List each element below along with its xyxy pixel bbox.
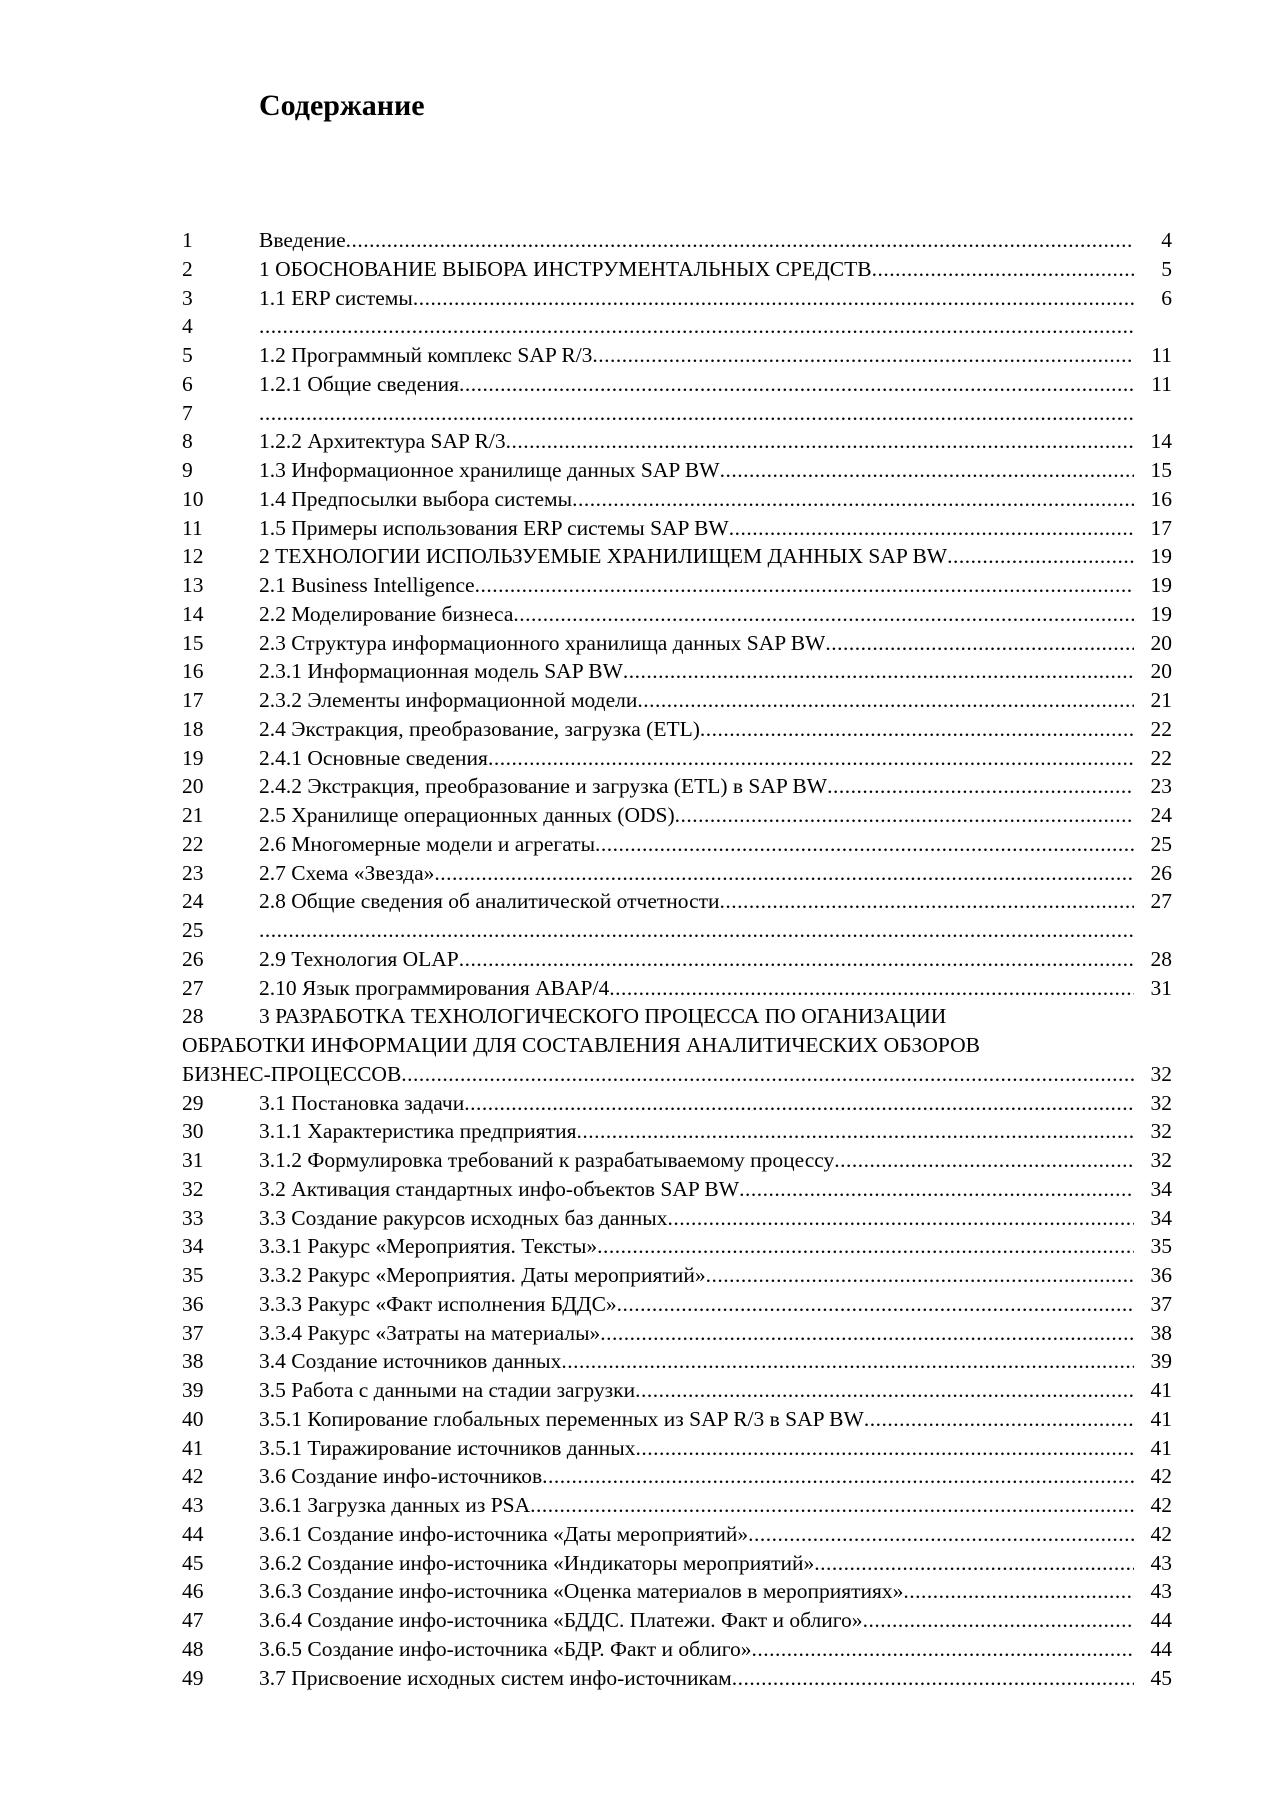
toc-dot-leader — [434, 859, 1134, 888]
toc-entry-title: 1.2.1 Общие сведения — [259, 371, 460, 396]
toc-entry-number: 27 — [182, 975, 204, 1000]
toc-entry-number: 12 — [182, 544, 204, 569]
toc-dot-leader — [834, 1146, 1134, 1175]
toc-entry-page: 32 — [1150, 1119, 1172, 1144]
toc-entry-page: 19 — [1150, 573, 1172, 597]
toc-entry-page: 34 — [1150, 1205, 1172, 1230]
toc-entry-title: 1.4 Предпосылки выбора системы — [259, 486, 573, 511]
toc-dot-leader — [530, 1491, 1134, 1520]
toc-entry-page: 11 — [1151, 343, 1172, 367]
toc-entry-title: 2.4.1 Основные сведения — [259, 745, 488, 770]
toc-entry — [182, 715, 1172, 744]
toc-entry — [182, 427, 1172, 456]
toc-entry-title: 2.3.2 Элементы информационной модели — [259, 688, 638, 712]
toc-entry-page: 15 — [1150, 458, 1172, 482]
toc-entry-number: 21 — [182, 803, 204, 827]
toc-entry-page: 11 — [1151, 371, 1172, 396]
toc-entry — [182, 341, 1172, 370]
toc-entry — [182, 456, 1172, 485]
toc-entry-number: 26 — [182, 946, 204, 971]
toc-entry — [182, 485, 1172, 514]
toc-entry-number: 14 — [182, 601, 204, 626]
toc-entry-number: 34 — [182, 1234, 204, 1259]
toc-entry-title: 2.9 Технология OLAP — [259, 946, 459, 971]
toc-entry-page: 32 — [1150, 1061, 1172, 1086]
toc-entry-title: 3.4 Создание источников данных — [259, 1349, 562, 1374]
toc-entry-title: 3.6.1 Создание инфо-источника «Даты мероприятий» — [259, 1521, 749, 1546]
toc-entry-title: 2.1 Business Intelligence — [259, 573, 475, 597]
toc-entry-multiline — [182, 1002, 1172, 1088]
toc-entry-number: 4 — [182, 314, 193, 339]
toc-dot-leader — [739, 1175, 1134, 1204]
toc-entry-page: 6 — [1161, 285, 1172, 310]
toc-entry-number: 43 — [182, 1493, 204, 1517]
toc-entry — [182, 1664, 1172, 1693]
toc-entry-number: 28 — [182, 1004, 204, 1029]
toc-entry-title: 3.6.3 Создание инфо-источника «Оценка материалов в мероприятиях» — [259, 1579, 904, 1604]
toc-dot-leader — [475, 571, 1134, 600]
toc-dot-leader — [700, 715, 1134, 744]
toc-entry-title: 2 ТЕХНОЛОГИИ ИСПОЛЬЗУЕМЫЕ ХРАНИЛИЩЕМ ДАННЫХ SAP BW — [259, 544, 948, 569]
toc-entry-page: 25 — [1150, 831, 1172, 856]
toc-entry-page: 20 — [1150, 659, 1172, 684]
toc-entry-page: 32 — [1150, 1148, 1172, 1172]
toc-entry-number: 38 — [182, 1349, 204, 1374]
toc-entry — [182, 830, 1172, 859]
toc-entry-title-line-1: 3 РАЗРАБОТКА ТЕХНОЛОГИЧЕСКОГО ПРОЦЕССА ПО ОГАНИЗАЦИИ — [259, 1004, 947, 1029]
toc-entry-page: 41 — [1150, 1378, 1172, 1402]
toc-entry — [182, 226, 1172, 255]
toc-dot-leader — [600, 1319, 1134, 1348]
toc-entry — [182, 312, 1172, 341]
toc-entry-title: 2.4 Экстракция, преобразование, загрузка (ETL) — [259, 716, 700, 741]
toc-entry-title: 3.3.4 Ракурс «Затраты на материалы» — [259, 1320, 601, 1345]
toc-dot-leader — [609, 974, 1134, 1003]
toc-entry-title: 3.1 Постановка задачи — [259, 1090, 465, 1115]
toc-entry-number: 6 — [182, 371, 193, 396]
toc-entry-title: 3.3.2 Ракурс «Мероприятия. Даты мероприятий» — [259, 1263, 706, 1287]
toc-entry-number: 35 — [182, 1263, 204, 1287]
toc-dot-leader — [732, 1664, 1134, 1693]
toc-dot-leader — [720, 887, 1134, 916]
toc-entry-page: 16 — [1150, 486, 1172, 511]
toc-entry-title: 2.2 Моделирование бизнеса — [259, 601, 514, 626]
toc-entry-number: 8 — [182, 429, 193, 454]
toc-entry-title-line-2: ОБРАБОТКИ ИНФОРМАЦИИ ДЛЯ СОСТАВЛЕНИЯ АНАЛИТИЧЕСКИХ ОБЗОРОВ — [182, 1033, 980, 1057]
toc-entry-page: 42 — [1150, 1493, 1172, 1517]
toc-entry-page: 22 — [1150, 745, 1172, 770]
toc-entry — [182, 399, 1172, 428]
toc-entry — [182, 1606, 1172, 1635]
toc-entry — [182, 1549, 1172, 1578]
toc-entry-page: 44 — [1150, 1636, 1172, 1661]
toc-entry-number: 17 — [182, 688, 204, 712]
toc-entry-page: 19 — [1150, 601, 1172, 626]
toc-dot-leader — [864, 1405, 1134, 1434]
toc-entry — [182, 1232, 1172, 1261]
toc-entry-number: 36 — [182, 1291, 204, 1316]
toc-entry — [182, 571, 1172, 600]
toc-entry-number: 20 — [182, 774, 204, 799]
toc-entry-title: 3.1.1 Характеристика предприятия — [259, 1119, 577, 1144]
toc-dot-leader — [814, 1549, 1134, 1578]
toc-dot-leader — [259, 916, 1134, 945]
toc-entry — [182, 370, 1172, 399]
toc-dot-leader — [637, 686, 1134, 715]
toc-entry-page: 5 — [1161, 256, 1172, 281]
toc-entry-title: 2.5 Хранилище операционных данных (ODS) — [259, 803, 675, 827]
toc-entry-page: 21 — [1150, 688, 1172, 712]
toc-entry-number: 40 — [182, 1406, 204, 1431]
toc-entry-page: 37 — [1150, 1291, 1172, 1316]
toc-entry — [182, 1319, 1172, 1348]
toc-entry-title: 1.1 ERP системы — [259, 285, 413, 310]
toc-entry — [182, 686, 1172, 715]
toc-entry-number: 32 — [182, 1176, 204, 1201]
toc-entry — [182, 1577, 1172, 1606]
toc-entry-number: 33 — [182, 1205, 204, 1230]
toc-dot-leader — [623, 657, 1134, 686]
toc-dot-leader — [827, 772, 1134, 801]
toc-entry-title-line-3: БИЗНЕС-ПРОЦЕССОВ — [182, 1061, 402, 1086]
toc-entry-number: 49 — [182, 1665, 204, 1690]
toc-entry-title: 3.5.1 Копирование глобальных переменных из SAP R/3 в SAP BW — [259, 1406, 864, 1431]
toc-entry-title: 3.6 Создание инфо-источников — [259, 1464, 543, 1489]
toc-entry — [182, 1175, 1172, 1204]
toc-entry-page: 27 — [1150, 889, 1172, 914]
toc-dot-leader — [617, 1290, 1134, 1319]
toc-entry-title: 1 ОБОСНОВАНИЕ ВЫБОРА ИНСТРУМЕНТАЛЬНЫХ СРЕДСТВ — [259, 256, 872, 281]
toc-entry — [182, 1146, 1172, 1175]
toc-entry-number: 10 — [182, 486, 204, 511]
toc-dot-leader — [488, 744, 1134, 773]
toc-entry-title: 3.5 Работа с данными на стадии загрузки — [259, 1378, 636, 1402]
toc-entry — [182, 916, 1172, 945]
toc-entry-page: 28 — [1150, 946, 1172, 971]
toc-entry — [182, 255, 1172, 284]
toc-dot-leader — [903, 1577, 1134, 1606]
toc-dot-leader — [635, 1376, 1134, 1405]
toc-entry-page: 43 — [1150, 1550, 1172, 1575]
toc-entry-title: 1.5 Примеры использования ERP системы SAP BW — [259, 515, 729, 540]
toc-entry-page: 44 — [1150, 1608, 1172, 1632]
toc-entry — [182, 657, 1172, 686]
toc-entry-title: 3.5.1 Тиражирование источников данных — [259, 1435, 636, 1460]
toc-dot-leader — [464, 1089, 1134, 1118]
toc-entry-title: 3.6.1 Загрузка данных из PSA — [259, 1493, 531, 1517]
toc-dot-leader — [413, 284, 1134, 313]
toc-entry — [182, 772, 1172, 801]
toc-dot-leader — [459, 945, 1134, 974]
toc-entry-page: 36 — [1150, 1263, 1172, 1287]
toc-entry-number: 19 — [182, 745, 204, 770]
toc-entry-title: 3.6.2 Создание инфо-источника «Индикаторы мероприятий» — [259, 1550, 815, 1575]
toc-entry-page: 41 — [1150, 1435, 1172, 1460]
toc-entry-number: 9 — [182, 458, 193, 482]
toc-entry-page: 31 — [1150, 975, 1172, 1000]
toc-entry — [182, 1204, 1172, 1233]
toc-entry-number: 31 — [182, 1148, 204, 1172]
toc-entry-title: 2.3.1 Информационная модель SAP BW — [259, 659, 623, 684]
toc-entry — [182, 1261, 1172, 1290]
toc-entry-number: 24 — [182, 889, 204, 914]
toc-entry-number: 47 — [182, 1608, 204, 1632]
toc-dot-leader — [863, 1606, 1134, 1635]
toc-entry — [182, 1290, 1172, 1319]
toc-dot-leader — [401, 1060, 1134, 1089]
toc-entry — [182, 887, 1172, 916]
toc-entry-number: 3 — [182, 285, 193, 310]
toc-entry-title: 3.3 Создание ракурсов исходных баз данных — [259, 1205, 668, 1230]
toc-entry-title: 2.3 Структура информационного хранилища данных SAP BW — [259, 630, 826, 655]
toc-entry-title: 3.6.5 Создание инфо-источника «БДР. Факт и облиго» — [259, 1636, 752, 1661]
toc-entry-page: 32 — [1150, 1090, 1172, 1115]
toc-dot-leader — [748, 1520, 1134, 1549]
toc-dot-leader — [346, 226, 1134, 255]
toc-dot-leader — [720, 456, 1134, 485]
toc-entry — [182, 514, 1172, 543]
toc-dot-leader — [561, 1347, 1134, 1376]
toc-entry-page: 41 — [1150, 1406, 1172, 1431]
toc-entry-number: 41 — [182, 1435, 204, 1460]
toc-entry-number: 37 — [182, 1320, 204, 1345]
toc-entry-page: 42 — [1150, 1521, 1172, 1546]
toc-entry-title: 2.8 Общие сведения об аналитической отчетности — [259, 889, 720, 914]
toc-entry-title: 1.3 Информационное хранилище данных SAP BW — [259, 458, 720, 482]
toc-entry-number: 30 — [182, 1119, 204, 1144]
toc-entry — [182, 542, 1172, 571]
toc-entry-page: 17 — [1150, 515, 1172, 540]
toc-dot-leader — [729, 514, 1134, 543]
toc-entry-page: 14 — [1150, 429, 1172, 454]
toc-entry-number: 45 — [182, 1550, 204, 1575]
page-title: Содержание — [259, 89, 425, 122]
toc-entry-title: 2.6 Многомерные модели и агрегаты — [259, 831, 596, 856]
toc-entry-page: 20 — [1150, 630, 1172, 655]
toc-entry-title: 1.2.2 Архитектура SAP R/3 — [259, 429, 506, 454]
toc-entry-page: 23 — [1150, 774, 1172, 799]
toc-entry-page: 38 — [1150, 1320, 1172, 1345]
toc-entry — [182, 1089, 1172, 1118]
toc-entry-number: 39 — [182, 1378, 204, 1402]
toc-dot-leader — [752, 1635, 1134, 1664]
toc-entry — [182, 1491, 1172, 1520]
toc-entry — [182, 1117, 1172, 1146]
toc-dot-leader — [825, 629, 1134, 658]
toc-dot-leader — [635, 1434, 1134, 1463]
toc-entry-page: 35 — [1150, 1234, 1172, 1259]
toc-entry — [182, 1376, 1172, 1405]
toc-dot-leader — [576, 1117, 1134, 1146]
toc-entry-page: 26 — [1150, 860, 1172, 885]
toc-dot-leader — [259, 312, 1134, 341]
toc-entry-number: 42 — [182, 1464, 204, 1489]
toc-entry-title: 3.3.3 Ракурс «Факт исполнения БДДС» — [259, 1291, 617, 1316]
toc-entry — [182, 284, 1172, 313]
toc-entry-number: 2 — [182, 256, 193, 281]
toc-entry — [182, 1462, 1172, 1491]
toc-entry-page: 22 — [1150, 716, 1172, 741]
toc-entry — [182, 1520, 1172, 1549]
toc-entry-page: 43 — [1150, 1579, 1172, 1604]
toc-entry-number: 11 — [182, 515, 203, 540]
toc-dot-leader — [872, 255, 1134, 284]
toc-entry-number: 25 — [182, 918, 204, 942]
toc-entry-page: 19 — [1150, 544, 1172, 569]
toc-entry-number: 5 — [182, 343, 193, 367]
toc-entry — [182, 744, 1172, 773]
toc-entry — [182, 859, 1172, 888]
toc-entry-page: 45 — [1150, 1665, 1172, 1690]
toc-entry-title: 3.3.1 Ракурс «Мероприятия. Тексты» — [259, 1234, 598, 1259]
toc-entry-title: 3.7 Присвоение исходных систем инфо-источникам — [259, 1665, 732, 1690]
toc-entry-title: 2.4.2 Экстракция, преобразование и загрузка (ETL) в SAP BW — [259, 774, 828, 799]
toc-dot-leader — [668, 1204, 1135, 1233]
toc-entry-number: 13 — [182, 573, 204, 597]
toc-dot-leader — [595, 830, 1134, 859]
toc-entry-number: 29 — [182, 1090, 204, 1115]
toc-dot-leader — [459, 370, 1134, 399]
table-of-contents — [182, 226, 1172, 1692]
toc-entry-title: 2.7 Схема «Звезда» — [259, 860, 435, 885]
toc-dot-leader — [513, 600, 1134, 629]
toc-entry — [182, 1405, 1172, 1434]
toc-entry-page: 39 — [1150, 1349, 1172, 1374]
toc-entry — [182, 629, 1172, 658]
toc-entry-title: 2.10 Язык программирования ABAP/4 — [259, 975, 610, 1000]
toc-dot-leader — [706, 1261, 1134, 1290]
toc-dot-leader — [597, 1232, 1134, 1261]
toc-entry-title: 3.6.4 Создание инфо-источника «БДДС. Платежи. Факт и облиго» — [259, 1608, 863, 1632]
toc-dot-leader — [675, 801, 1134, 830]
toc-entry-number: 1 — [182, 228, 193, 252]
toc-entry-title: Введение — [259, 228, 346, 252]
toc-entry-title: 3.1.2 Формулировка требований к разрабатываемому процессу — [259, 1148, 835, 1172]
toc-entry-title: 3.2 Активация стандартных инфо-объектов SAP BW — [259, 1176, 740, 1201]
toc-dot-leader — [572, 485, 1134, 514]
toc-entry — [182, 974, 1172, 1003]
toc-entry-number: 48 — [182, 1636, 204, 1661]
toc-entry-number: 7 — [182, 400, 193, 425]
toc-entry-page: 42 — [1150, 1464, 1172, 1489]
toc-entry — [182, 1347, 1172, 1376]
toc-entry — [182, 945, 1172, 974]
toc-entry — [182, 801, 1172, 830]
toc-entry-number: 44 — [182, 1521, 204, 1546]
toc-dot-leader — [259, 399, 1134, 428]
toc-entry — [182, 1635, 1172, 1664]
toc-entry — [182, 1434, 1172, 1463]
toc-entry-title: 1.2 Программный комплекс SAP R/3 — [259, 343, 593, 367]
toc-entry-number: 18 — [182, 716, 204, 741]
toc-entry-page: 24 — [1150, 803, 1172, 827]
toc-dot-leader — [542, 1462, 1134, 1491]
toc-entry-page: 4 — [1161, 228, 1172, 252]
toc-dot-leader — [947, 542, 1134, 571]
toc-entry-number: 22 — [182, 831, 204, 856]
toc-entry-number: 46 — [182, 1579, 204, 1604]
toc-entry-number: 15 — [182, 630, 204, 655]
toc-dot-leader — [592, 341, 1134, 370]
toc-entry-page: 34 — [1150, 1176, 1172, 1201]
toc-entry — [182, 600, 1172, 629]
toc-dot-leader — [506, 427, 1134, 456]
toc-entry-number: 16 — [182, 659, 204, 684]
toc-entry-number: 23 — [182, 860, 204, 885]
